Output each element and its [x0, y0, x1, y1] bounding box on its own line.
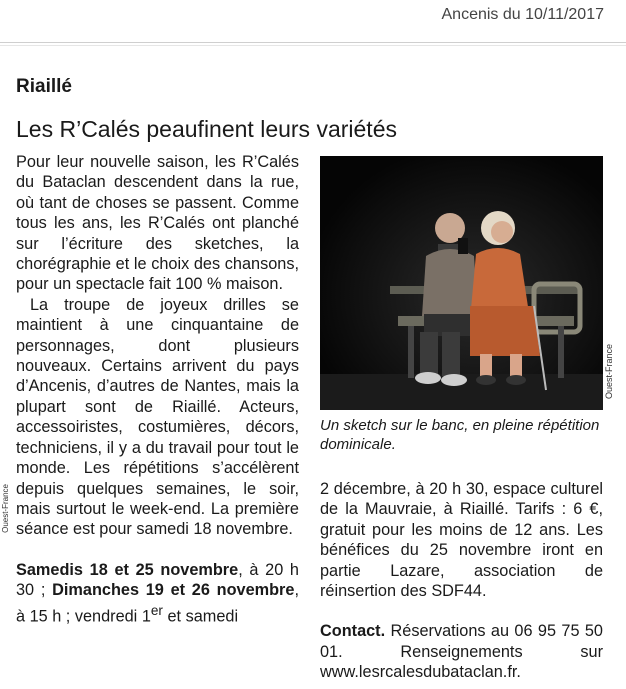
- side-credit: Ouest-France: [1, 484, 10, 533]
- dates-bold: Dimanches 19 et 26 novembre: [52, 581, 295, 600]
- dates-text: , à 20 h 30 ;: [16, 560, 299, 600]
- dates-superscript: er: [150, 602, 163, 618]
- dates-text: et samedi: [162, 606, 239, 625]
- header-divider-secondary: [0, 45, 626, 46]
- contact-label: Contact.: [320, 622, 386, 641]
- article-headline: Les R’Calés peaufinent leurs variétés: [16, 116, 397, 142]
- section-title: Riaillé: [16, 76, 72, 97]
- contact-text: Réservations au 06 95 75 50 01. Renseignements sur www.lesrcalesdubataclan.fr.: [320, 622, 603, 682]
- article-left-column: [16, 152, 299, 626]
- contact-info: [320, 621, 603, 682]
- article-photo: [320, 156, 603, 410]
- article-paragraph: La troupe de joyeux drilles se maintient à une cinquantaine de personnages, dont plusieurs nouveaux. Certains arrivent du pays d’Ancenis, d’autres de Nantes, mais la plupart sont de Riaillé. Acteurs, accessoiristes, costumières, décors, techniciens, il y a du travail pour tout le monde. Les répétitions s’accélèrent depuis quelques semaines, le soir, mais surtout le week-end. La première séance est pour samedi 18 novembre.: [16, 295, 299, 539]
- performance-dates: [16, 560, 299, 627]
- dates-bold: Samedis 18 et 25 novembre: [16, 560, 239, 579]
- edition-date: Ancenis du 10/11/2017: [441, 6, 604, 23]
- article-paragraph: 2 décembre, à 20 h 30, espace culturel de la Mauvraie, à Riaillé. Tarifs : 6 €, gratuit pour les moins de 12 ans. Les bénéfices du 25 novembre iront en partie Lazare, association de réinsertion des SDF44.: [320, 480, 603, 601]
- dates-text: , à 15 h ; vendredi 1: [16, 581, 299, 625]
- article-paragraph: Pour leur nouvelle saison, les R’Calés du Bataclan descendent dans la rue, où tant de choses se passent. Comme tous les ans, les R’Calés ont planché sur l’écriture des sketches, la chorégraphie et le choix des chansons, pour un spectacle fait 100 % maison.: [16, 153, 299, 294]
- article-right-column: [320, 479, 603, 683]
- photo-caption: Un sketch sur le banc, en pleine répétition dominicale.: [320, 417, 600, 453]
- stage-photo-image: [320, 156, 603, 410]
- header-divider: [0, 42, 626, 43]
- photo-credit: Ouest-France: [604, 344, 614, 400]
